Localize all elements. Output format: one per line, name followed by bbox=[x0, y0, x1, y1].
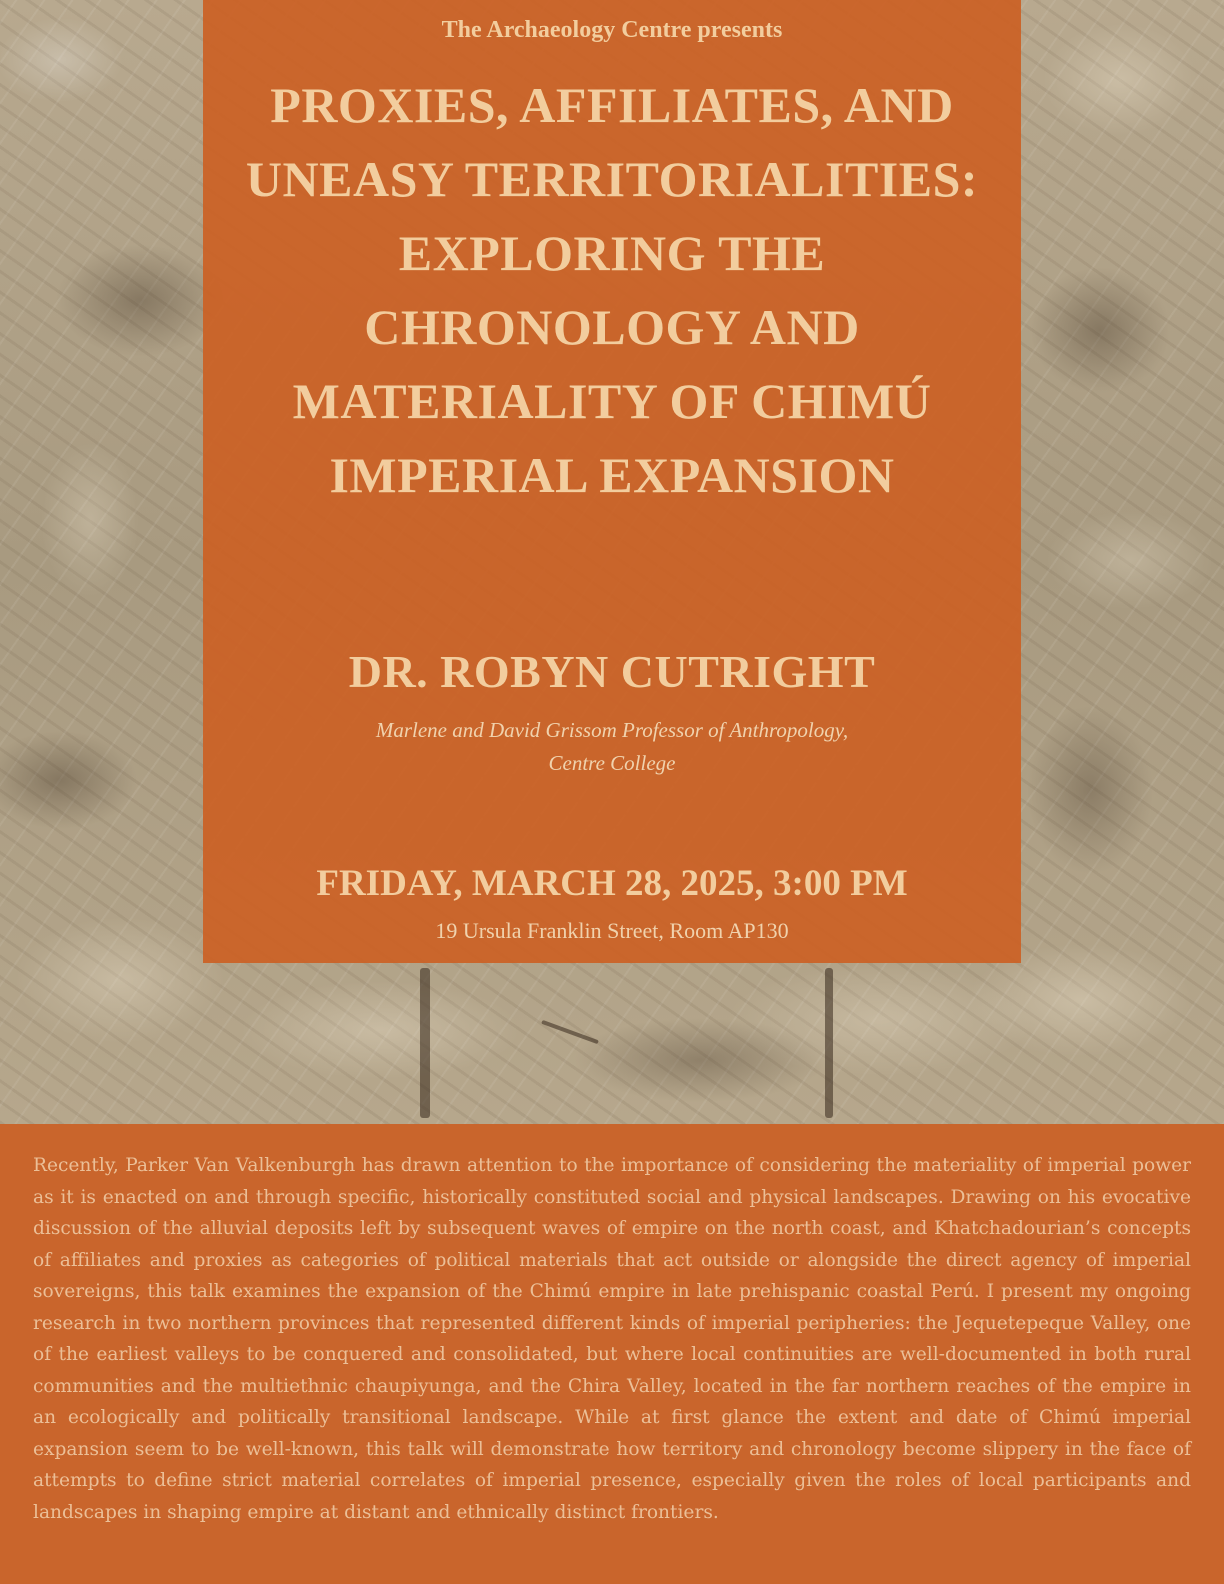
title-line: CHRONOLOGY AND bbox=[364, 299, 860, 355]
rock-crack bbox=[825, 968, 833, 1118]
event-location: 19 Ursula Franklin Street, Room AP130 bbox=[435, 918, 789, 943]
rock-crack bbox=[541, 1020, 599, 1044]
presenter-org: The Archaeology Centre presents bbox=[441, 17, 783, 43]
title-line: MATERIALITY OF CHIMÚ bbox=[292, 373, 932, 429]
affiliation-institution: Centre College bbox=[548, 751, 676, 775]
title-panel bbox=[203, 0, 1021, 963]
abstract-text: Recently, Parker Van Valkenburgh has drawn attention to the importance of considering the materiality of imperial power as it is enacted on and through specific, historically constituted social and physical landscapes. Drawing on his evocative discussion of the alluvial deposits left by subsequent waves of empire on the north coast, and Khatchadourian’s concepts of affiliates and proxies as categories of political materials that act outside or alongside the direct agency of imperial sovereigns, this talk examines the expansion of the Chimú empire in late prehispanic coastal Perú. I present my ongoing research in two northern provinces that represented different kinds of imperial peripheries: the Jequetepeque Valley, one of the earliest valleys to be conquered and consolidated, but where local continuities are well-documented in both rural communities and the multiethnic chaupiyunga, and the Chira Valley, located in the far northern reaches of the empire in an ecologically and politically transitional landscape. While at first glance the extent and date of Chimú imperial expansion seem to be well-known, this talk will demonstrate how territory and chronology become slippery in the face of attempts to define strict material correlates of imperial presence, especially given the roles of local participants and landscapes in shaping empire at distant and ethnically distinct frontiers. bbox=[33, 1155, 1191, 1523]
title-line: UNEASY TERRITORIALITIES: bbox=[245, 151, 979, 207]
event-datetime: FRIDAY, MARCH 28, 2025, 3:00 PM bbox=[316, 863, 908, 904]
title-line: EXPLORING THE bbox=[398, 225, 826, 281]
speaker-affiliation bbox=[203, 714, 1021, 780]
speaker-name: DR. ROBYN CUTRIGHT bbox=[348, 646, 876, 697]
title-line: IMPERIAL EXPANSION bbox=[329, 447, 895, 503]
affiliation-title: Marlene and David Grissom Professor of Anthropology, bbox=[375, 718, 849, 742]
rock-crack bbox=[420, 968, 430, 1118]
talk-title bbox=[213, 68, 1011, 512]
title-line: PROXIES, AFFILIATES, AND bbox=[270, 77, 954, 133]
